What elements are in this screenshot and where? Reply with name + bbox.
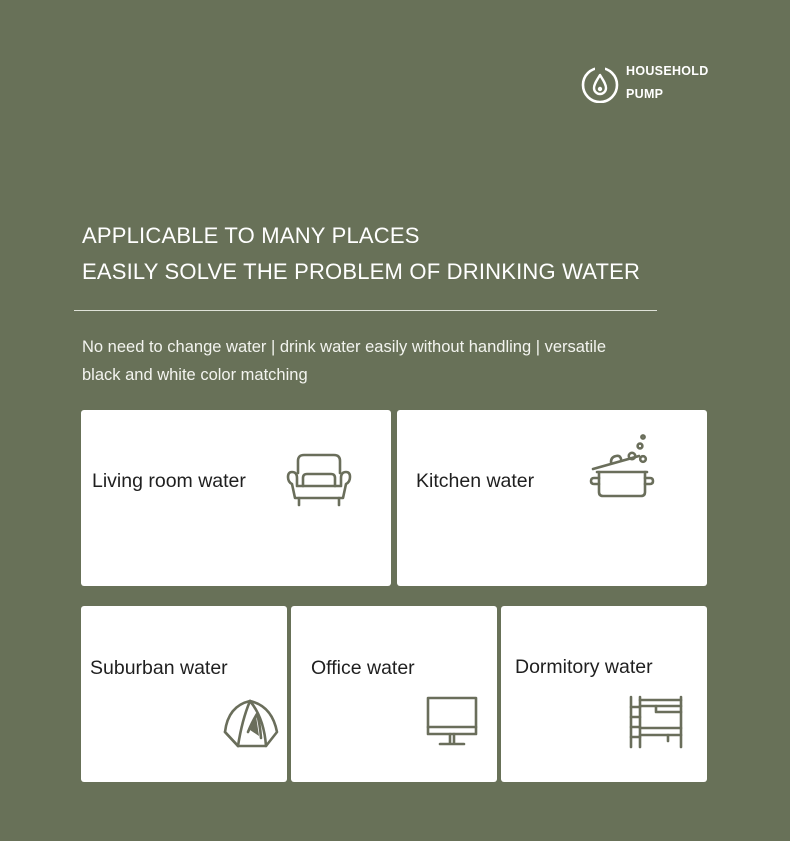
card-label: Suburban water [90,657,228,679]
bunk-bed-icon [628,694,684,750]
description-text: No need to change water | drink water easily without handling | versatile black and white color matching [82,338,607,384]
card-label: Living room water [92,470,246,492]
monitor-icon [426,696,478,748]
card-office [291,606,497,782]
page-headline [82,218,640,290]
headline-line-2: EASILY SOLVE THE PROBLEM OF DRINKING WATER [82,259,641,284]
card-label: Office water [311,657,415,679]
card-label: Dormitory water [515,656,653,678]
card-dormitory [501,606,707,782]
headline-line-1: APPLICABLE TO MANY PLACES [82,223,420,248]
brand-name [626,60,709,106]
card-living-room [81,410,391,586]
tent-icon [222,698,280,750]
divider [74,310,657,311]
cooking-pot-icon [589,434,655,502]
card-label: Kitchen water [416,470,535,492]
sofa-icon [286,452,352,508]
brand-line-1: HOUSEHOLD [626,64,709,78]
brand-badge [580,60,709,106]
card-suburban [81,606,287,782]
water-drop-icon [580,63,620,103]
brand-line-2: PUMP [626,87,664,101]
card-kitchen [397,410,707,586]
